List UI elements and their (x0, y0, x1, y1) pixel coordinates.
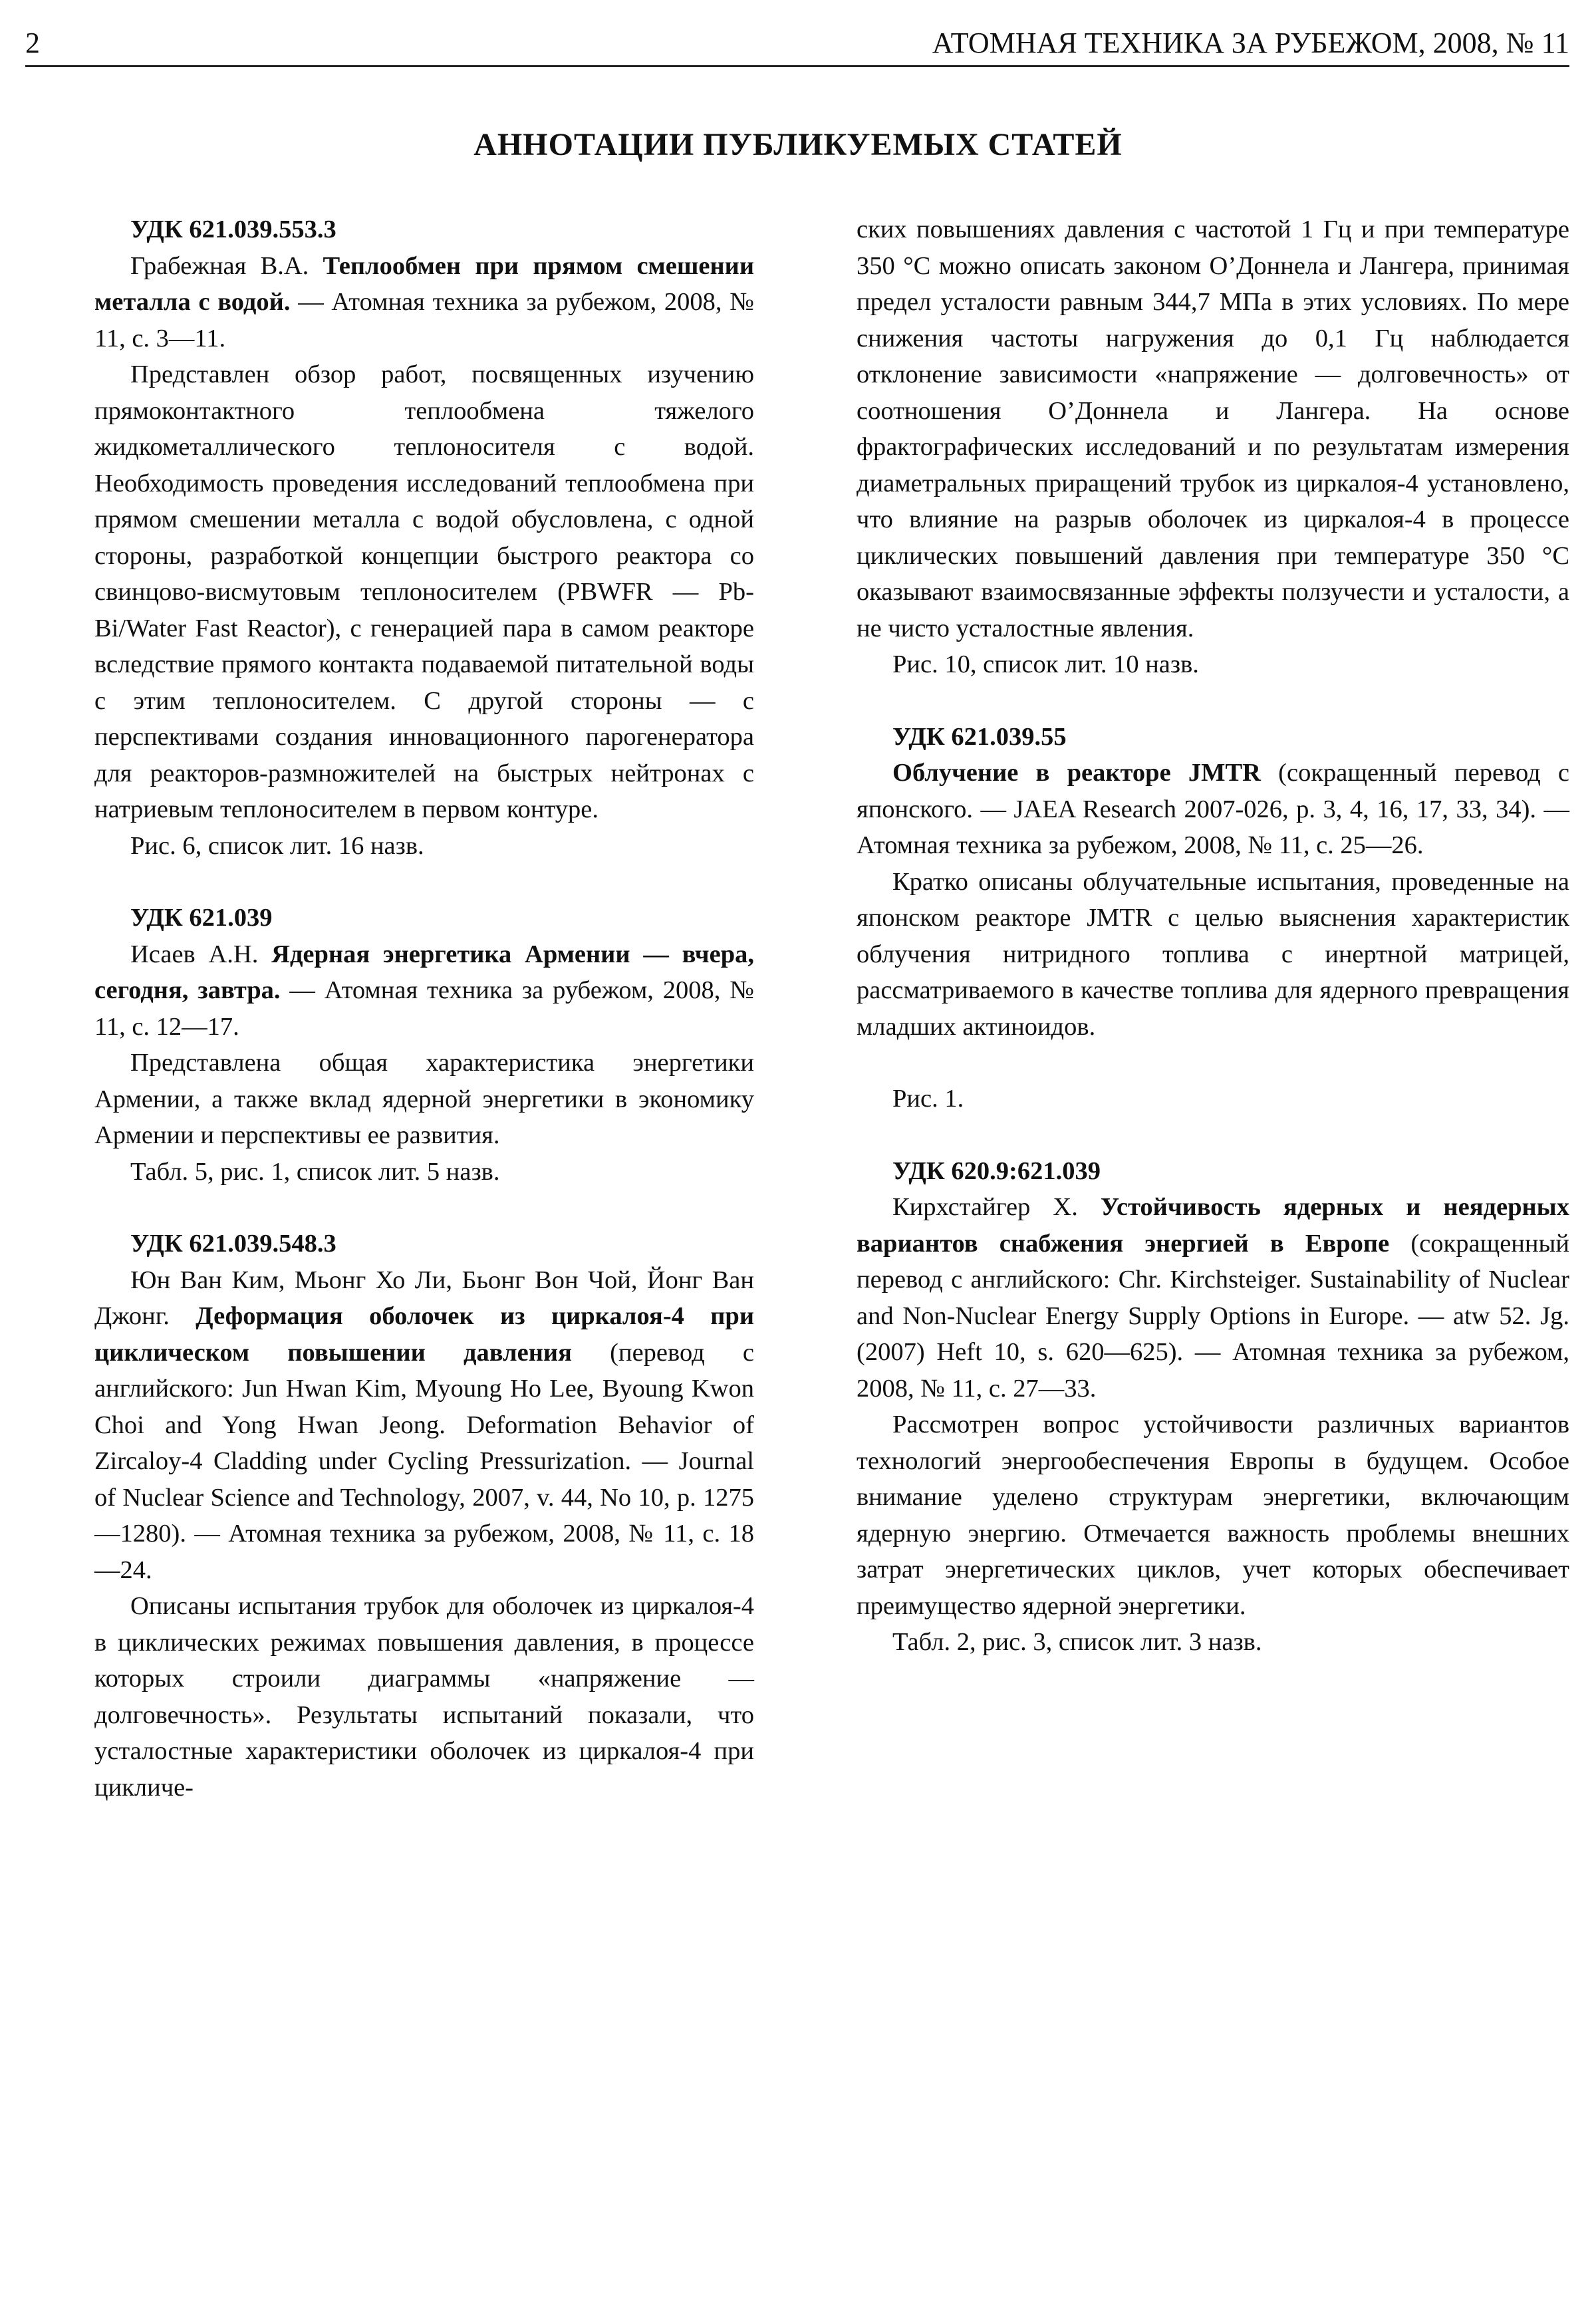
author: Кирхстайгер Х. (892, 1193, 1078, 1221)
references: Табл. 2, рис. 3, список лит. 3 назв. (892, 1628, 1262, 1656)
page-number: 2 (25, 27, 40, 59)
udc-code: УДК 620.9:621.039 (892, 1156, 1101, 1185)
journal-title: АТОМНАЯ ТЕХНИКА ЗА РУБЕЖОМ, 2008, № 11 (932, 27, 1569, 59)
article-2 (94, 900, 754, 1190)
article-title: Устойчивость ядерных и неядерных вариантов снабжения энергией в Европе (857, 1193, 1569, 1258)
citation (94, 1262, 754, 1589)
abstract: Представлен обзор работ, посвященных изучению прямоконтактного теплообмена тяжелого жидкометаллического теплоносителя с водой. Необходимость проведения исследований теплообмена при прямом смешении металла с водой обусловлена, с одной стороны, разработкой концепции быстрого реактора со свинцово-висмутовым теплоносителем (PBWFR — Pb-Bi/Water Fast Reactor), с генерацией пара в самом реакторе вследствие прямого контакта подаваемой питательной воды с этим теплоносителем. С другой стороны — с перспективами создания инновационного парогенератора для реакторов-размножителей на быстрых нейтронах с натриевым теплоносителем в первом контуре. (94, 360, 754, 823)
udc-code: УДК 621.039 (130, 904, 273, 932)
article-title: Теплообмен при прямом смешении металла с водой. (94, 251, 754, 316)
references: Рис. 10, список лит. 10 назв. (892, 650, 1199, 678)
udc-code: УДК 621.039.548.3 (130, 1230, 336, 1258)
source: (сокращенный перевод с английского: Chr. Kirchsteiger. Sustainability of Nuclear and Non-Nuclear Energy Supply Options in Europe. — atw 52. Jg. (2007) Heft 10, s. 620—625). — Атомная техника за рубежом, 2008, № 11, с. 27—33. (857, 1229, 1569, 1403)
source: (перевод с английского: Jun Hwan Kim, Myoung Ho Lee, Byoung Kwon Choi and Yong Hwan Jeong. Deformation Behavior of Zircaloy-4 Cladding under Cycling Pressurization. — Journal of Nuclear Science and Technology, 2007, v. 44, No 10, p. 1275—1280). — Атомная техника за рубежом, 2008, № 11, с. 18—24. (94, 1338, 754, 1584)
references: Табл. 5, рис. 1, список лит. 5 назв. (130, 1157, 500, 1186)
article-3 (94, 1226, 754, 1806)
article-title: Ядерная энергетика Армении — вчера, сегодня, завтра. (94, 940, 755, 1004)
citation (857, 1189, 1569, 1407)
references: Рис. 6, список лит. 16 назв. (130, 831, 424, 860)
right-column (857, 211, 1569, 1697)
citation (857, 755, 1569, 864)
author: Юн Ван Ким, Мьонг Хо Ли, Бьонг Вон Чой, Йонг Ван Джонг. (94, 1266, 754, 1330)
udc-code: УДК 621.039.553.3 (130, 215, 336, 243)
references: Рис. 1. (892, 1085, 964, 1113)
article-title: Деформация оболочек из циркалоя-4 при циклическом повышении давления (94, 1302, 755, 1367)
author: Грабежная В.А. (130, 251, 309, 280)
article-4 (857, 719, 1569, 1117)
article-title: Облучение в реакторе JMTR (892, 759, 1261, 787)
article-5 (857, 1153, 1569, 1661)
source: — Атомная техника за рубежом, 2008, № 11, с. 3—11. (94, 288, 755, 352)
citation (94, 936, 754, 1045)
article-1 (94, 211, 754, 864)
abstract-part-1: Описаны испытания трубок для оболочек из циркалоя-4 в циклических режимах повышения давления, в процессе которых строили диаграммы «напряжение — долговечность». Результаты испытаний показали, что усталостные характеристики оболочек из циркалоя-4 при цикличе- (94, 1592, 754, 1802)
abstract: Рассмотрен вопрос устойчивости различных вариантов технологий энергообеспечения Европы в будущем. Особое внимание уделено структурам энергетики, включающим ядерную энергию. Отмечается важность проблемы внешних затрат энергетических циклов, учет которых обеспечивает преимущество ядерной энергетики. (857, 1411, 1569, 1620)
running-header (25, 20, 1569, 60)
header-rule (25, 65, 1569, 67)
abstract: Представлена общая характеристика энергетики Армении, а также вклад ядерной энергетики в экономику Армении и перспективы ее развития. (94, 1049, 754, 1149)
source: — Атомная техника за рубежом, 2008, № 11, с. 12—17. (94, 976, 754, 1041)
author: Исаев А.Н. (130, 940, 259, 968)
source: (сокращенный перевод с японского. — JAEA Research 2007-026, p. 3, 4, 16, 17, 33, 34). — Атомная техника за рубежом, 2008, № 11, с. 25—26. (857, 759, 1569, 859)
abstract-part-2: ских повышениях давления с частотой 1 Гц и при температуре 350 °С можно описать законом О’Доннела и Лангера, принимая предел усталости равным 344,7 МПа в этих условиях. По мере снижения частоты нагружения до 0,1 Гц наблюдается отклонение зависимости «напряжение — долговечность» от соотношения О’Доннела и Лангера. На основе фрактографических исследований и по результатам измерения диаметральных приращений трубок из циркалоя-4 установлено, что влияние на разрыв оболочек из циркалоя-4 в процессе циклических повышений давления при температуре 350 °С оказывают взаимосвязанные эффекты ползучести и усталости, а не чисто усталостные явления. (857, 215, 1569, 642)
abstract: Кратко описаны облучательные испытания, проведенные на японском реакторе JMTR с целью выяснения характеристик облучения нитридного топлива с инертной матрицей, рассматриваемого в качестве топлива для ядерного превращения младших актиноидов. (857, 867, 1569, 1041)
citation (94, 248, 754, 357)
udc-code: УДК 621.039.55 (892, 722, 1067, 751)
left-column (94, 211, 754, 1806)
article-3-continued (857, 211, 1569, 683)
page-title: АННОТАЦИИ ПУБЛИКУЕМЫХ СТАТЕЙ (473, 127, 1123, 162)
